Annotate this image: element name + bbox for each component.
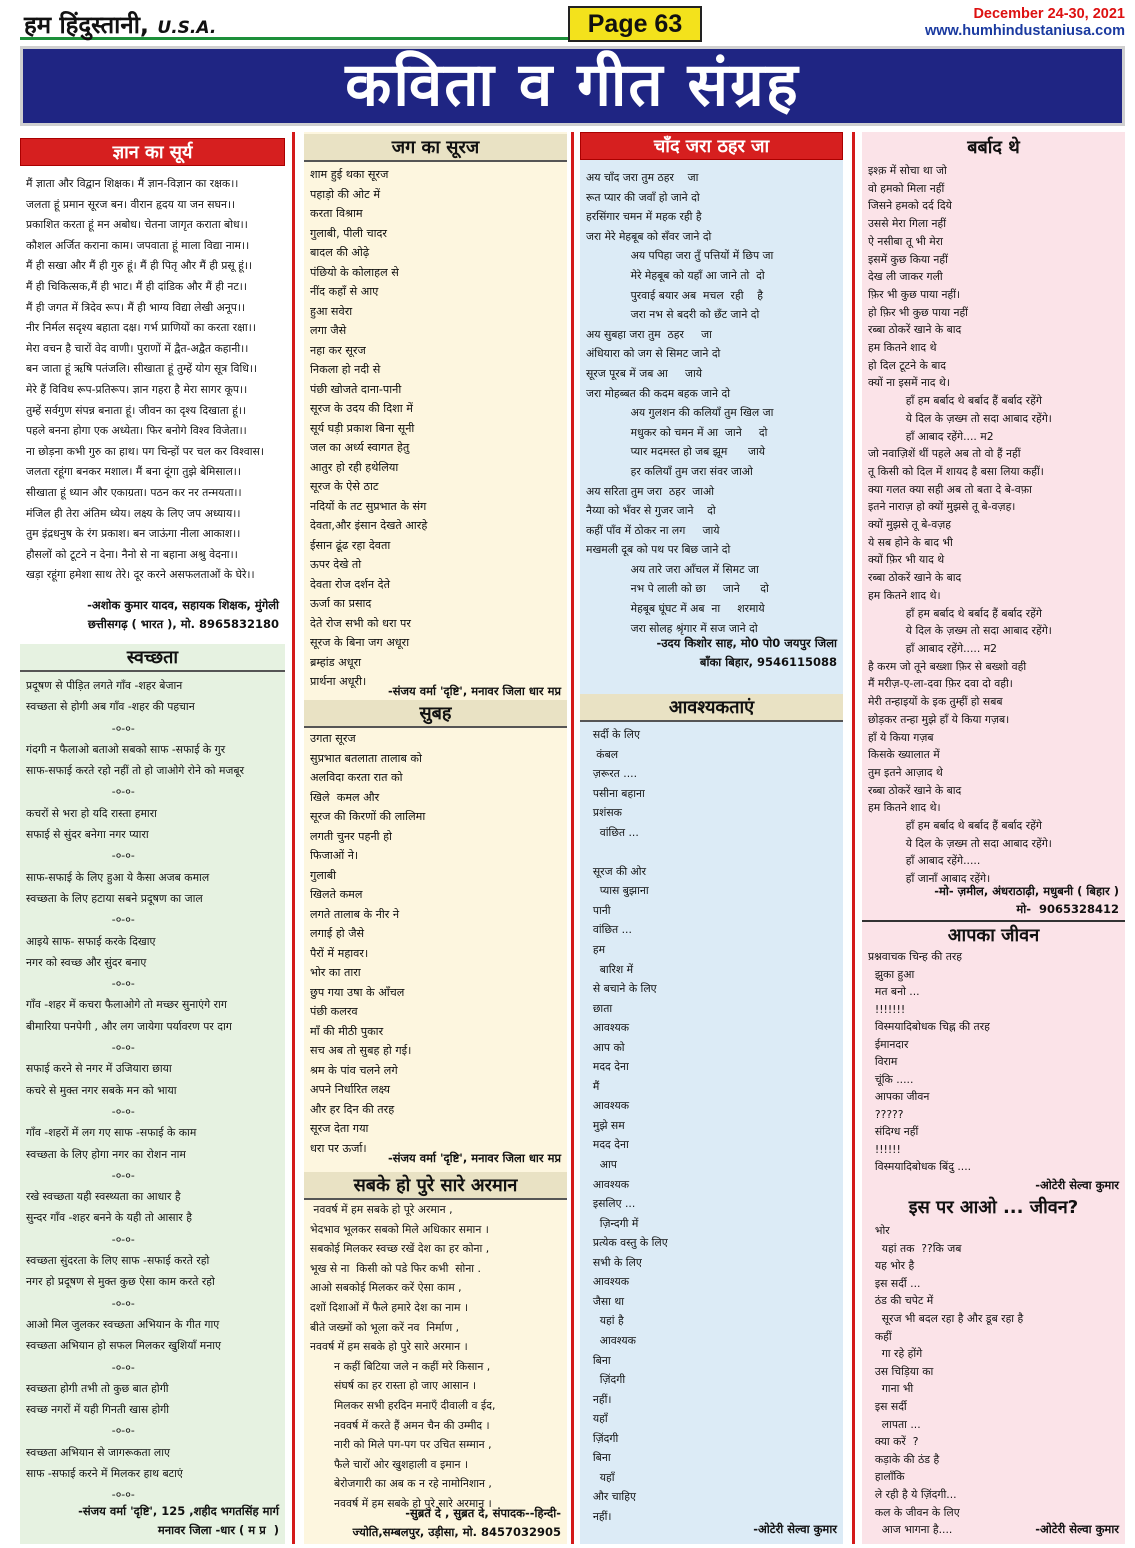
masthead-title: हम हिंदुस्तानी, (24, 11, 150, 39)
issue-date: December 24-30, 2021 (973, 6, 1125, 22)
poem-title: सबके हो पुरे सारे अरमान (304, 1172, 567, 1200)
poem-author: -ओटेरी सेल्वा कुमार (1035, 1522, 1119, 1536)
column-4 (862, 132, 1125, 1544)
masthead (20, 6, 568, 40)
page-number: Page 63 (568, 6, 702, 42)
poem-text: इश्क़ में सोचा था जो वो हमको मिला नहीं जिसने हमको दर्द दिये उससे मेरा गिला नहीं ऐ नसीबा तू भी मेरा इसमें कुछ किया नहीं देख ली जाकर गली फ़िर भी कुछ पाया नहीं। हो फ़िर भी कुछ पाया नहीं रब्बा ठोकरें खाने के बाद हम कितने शाद थे हो दिल टूटने के बाद क्यों ना इसमें नाद थे। हाँ हम बर्बाद थे बर्बाद हैं बर्बाद रहेंगे ये दिल के ज़ख्म तो सदा आबाद रहेंगे। हाँ आबाद रहेंगे.... म2 जो नवाज़िशें थीं पहले अब तो वो हैं नहीं तू किसी को दिल में शायद है बसा लिया कहीं। क्या गलत क्या सही अब तो बता दे बे-वफ़ा इतने नाराज़ हो क्यों मुझसे तू बे-वज़ह। क्यों मुझसे तू बे-वज़ह ये सब होने के बाद भी क्यों फ़िर भी याद थे रब्बा ठोकरें खाने के बाद हम कितने शाद थे। हाँ हम बर्बाद थे बर्बाद हैं बर्बाद रहेंगे ये दिल के ज़ख्म तो सदा आबाद रहेंगे। हाँ आबाद रहेंगे..... म2 है करम जो तूने बख्शा फ़िर से बख्शो वही मैं मरीज़-ए-ला-दवा फ़िर दवा दो वही। मेरी तन्हाइयों के इक तुम्हीं हो सबब छोड़कर तन्हा मुझे हाँ ये किया गज़ब। हाँ ये किया गज़ब किसके ख्यालात में तुम इतने आज़ाद थे रब्बा ठोकरें खाने के बाद हम कितने शाद थे। हाँ हम बर्बाद थे बर्बाद हैं बर्बाद रहेंगे ये दिल के ज़ख्म तो सदा आबाद रहेंगे। हाँ आबाद रहेंगे..... हाँ जानाँ आबाद रहेंगे। (868, 164, 1052, 886)
poem-text: मैं ज्ञाता और विद्वान शिक्षक। मैं ज्ञान-विज्ञान का रक्षक।। जलता हूं प्रमान सूरज बन। वीरान हृदय या जन सघन।। प्रकाशित करता हूं मन अबोध। चेतना जागृत कराता बोध।। कौशल अर्जित कराना काम। जपवाता हूं माला विद्या नाम।। मैं ही सखा और मैं ही गुरु हूं। मैं ही पितृ और मैं ही प्रसू हूं।। मैं ही चिकित्सक,मैं ही भाट। मैं ही दांडिक और मैं ही नट।। मैं ही जगत में त्रिदेव रूप। मैं ही भाग्य विद्या लेखी अनूप।। नीर निर्मल सदृश्य बहाता दक्ष। गर्भ प्राणियों का करता रक्षा।। मेरा वचन है चारों वेद वाणी। पुराणों में द्वैत-अद्वैत कहानी।। बन जाता हूं ऋषि पतंजलि। सीखाता हूं तुम्हें योग सूत्र विधि।। मेरे हैं विविध रूप-प्रतिरूप। ज्ञान गहरा है मेरा सागर कूप।। तुम्हें सर्वगुण संपन्न बनाता हूं। जीवन का दृश्य दिखाता हूं।। पहले बनना होगा एक अध्येता। फिर बनोगे विश्व विजेता।। ना छोड़ना कभी गुरु का हाथ। पग चिन्हों पर चल कर विश्वास। जलता रहूंगा बनकर मशाल। मैं बना दूंगा तुझे बेमिसाल।। सीखाता हूं ध्यान और एकाग्रता। पठन कर नर तन्मयता।। मंजिल ही तेरा अंतिम ध्येय। लक्ष्य के लिए जप अध्याय।। तुम इंद्रधनुष के रंग प्रकाश। बन जाऊंगा नीला आकाश।। हौसलों को टूटने न देना। नैनो से ना बहाना अश्रु वेदना।। खड़ा रहूंगा हमेशा साथ तेरे। दूर करने असफलताओं के घेरे।। (26, 177, 264, 582)
column-divider (292, 132, 295, 1544)
column-3 (580, 132, 843, 1544)
column-divider (852, 132, 855, 1544)
poem-text: शाम हुई थका सूरज पहाड़ो की ओट में करता विश्राम गुलाबी, पीली चादर बादल की ओढ़े पंछियो के कोलाहल से नींद कहाँ से आए हुआ सवेरा लगा जैसे नहा कर सूरज निकला हो नदी से पंछी खोजते दाना-पानी सूरज के उदय की दिशा में सूर्य घड़ी प्रकाश बिना सूनी जल का अर्ध्य स्वागत हेतु आतुर हो रही हथेलिया सूरज के ऐसे ठाट नदियों के तट सुप्रभात के संग देवता,और इंसान देखते आरहे ईसान ढूंढ रहा देवता ऊपर देखे तो देवता रोज दर्शन देते ऊर्जा का प्रसाद देते रोज सभी को धरा पर सूरज के बिना जग अधूरा ब्रम्हांड अधूरा प्रार्थना अधूरी। (310, 168, 428, 688)
poem-author: -संजय वर्मा 'दृष्टि', 125 ,शहीद भगतसिंह मार्ग मनावर जिला -धार ( म प्र ) (78, 1504, 279, 1537)
column-1 (20, 132, 285, 1544)
poem-title: ज्ञान का सूर्य (20, 138, 285, 166)
section-banner: कविता व गीत संग्रह (20, 46, 1125, 126)
poem-title: आवश्यकताएं (580, 694, 843, 722)
poem-author: -अशोक कुमार यादव, सहायक शिक्षक, मुंगेली छत्तीसगढ़ ( भारत ), मो. 8965832180 (87, 598, 279, 631)
website-link[interactable]: www.humhindustaniusa.com (924, 23, 1125, 39)
poem-text: प्रश्नवाचक चिन्ह की तरह झुका हुआ मत बनो ... !!!!!!! विस्मयादिबोधक चिह्न की तरह ईमानदार विराम चूंकि ..... आपका जीवन ????? संदिग्ध नहीं !!!!!! विस्मयादिबोधक बिंदु .... (868, 950, 990, 1173)
column-divider (571, 132, 574, 1544)
poem-text: प्रदूषण से पीड़ित लगते गाँव -शहर बेजान स्वच्छता से होगी अब गाँव -शहर की पहचान -०-०- गंदगी न फैलाओ बताओ सबको साफ -सफाई के गुर साफ-सफाई करते रहो नहीं तो हो जाओगे रोने को मजबूर -०-०- कचरों से भरा हो यदि रास्ता हमारा सफाई से सुंदर बनेगा नगर प्यारा -०-०- साफ-सफाई के लिए हुआ ये कैसा अजब कमाल स्वच्छता के लिए हटाया सबने प्रदूषण का जाल -०-०- आइये साफ- सफाई करके दिखाए नगर को स्वच्छ और सुंदर बनाए -०-०- गाँव -शहर में कचरा फैलाओगे तो मच्छर सुनाएंगे राग बीमारिया पनपेगी , और लग जायेगा पर्यावरण पर दाग -०-०- सफाई करने से नगर में उजियारा छाया कचरे से मुक्त नगर सबके मन को भाया -०-०- गाँव -शहरों में लग गए साफ -सफाई के काम स्वच्छता के लिए होगा नगर का रोशन नाम -०-०- रखे स्वच्छता यही स्वस्थ्यता का आधार है सुन्दर गाँव -शहर बनने के यही तो आसार है -०-०- स्वच्छता सुंदरता के लिए साफ -सफाई करते रहो नगर हो प्रदूषण से मुक्त कुछ ऐसा काम करते रहो -०-०- आओ मिल जुलकर स्वच्छता अभियान के गीत गाए स्वच्छता अभियान हो सफल मिलकर खुशियाँ मनाए -०-०- स्वच्छता होगी तभी तो कुछ बात होगी स्वच्छ नगरों में यही गिनती खास होगी -०-०- स्वच्छता अभियान से जागरूकता लाए साफ -सफाई करने में मिलकर हाथ बटाएं -०-०- (26, 679, 245, 1502)
poem-author: -उदय किशोर साह, मो0 पो0 जयपुर जिला बाँका बिहार, 9546115088 (656, 636, 837, 669)
poem-author: -संजय वर्मा 'दृष्टि', मनावर जिला धार मप्र (387, 1151, 561, 1165)
poem-text: अय चाँद जरा तुम ठहर जा रूत प्यार की जवाँ हो जाने दो हरसिंगार चमन में महक रही है जरा मेरे मेहबूब को सँवर जाने दो अय पपिहा जरा तुँ पत्तियों में छिप जा मेरे मेहबूब को यहाँ आ जाने तो दो पुरवाई बयार अब मचल रही है जरा नभ से बदरी को छँट जाने दो अय सुबहा जरा तुम ठहर जा अंधियारा को जग से सिमट जाने दो सूरज पूरब में जब आ जाये जरा मोहब्बत की कदम बहक जाने दो अय गुलशन की कलियाँ तुम खिल जा मधुकर को चमन में आ जाने दो प्यार मदमस्त हो जब झूम जाये हर कलियाँ तुम जरा संवर जाओ अय सरिता तुम जरा ठहर जाओ नैय्या को भँवर से गुजर जाने दो कहीं पाँव में ठोकर ना लग जाये मखमली दूब को पथ पर बिछ जाने दो अय तारे जरा आँचल में सिमट जा नभ पे लाली को छा जाने दो मेहबूब घूंघट में अब ना शरमाये जरा सोलह श्रृंगार में सज जाने दो (586, 171, 774, 635)
poem-text: उगता सूरज सुप्रभात बतलाता तालाब को अलविदा करता रात को खिले कमल और सूरज की किरणों की लालिमा लगती चुनर पहनी हो फिजाओं ने। गुलाबी खिलते कमल लगते तालाब के नीर ने लगाई हो जैसे पैरों में महावर। भोर का तारा छुप गया उषा के आँचल पंछी कलरव माँ की मीठी पुकार सच अब तो सुबह हो गई। श्रम के पांव चलने लगे अपने निर्धारित लक्ष्य और हर दिन की तरह सूरज देता गया धरा पर ऊर्जा। (310, 732, 426, 1155)
page-header (20, 6, 1125, 42)
poem-title: चाँद जरा ठहर जा (580, 132, 843, 160)
poem-title: जग का सूरज (304, 134, 567, 162)
poem-author: -मो- ज़मील, अंधराठाढ़ी, मधुबनी ( बिहार ) मो- 9065328412 (934, 884, 1119, 916)
poem-author: -संजय वर्मा 'दृष्टि', मनावर जिला धार मप्र (387, 684, 561, 698)
poem-author: -ओटेरी सेल्वा कुमार (753, 1522, 837, 1536)
masthead-usa: U.S.A. (157, 18, 217, 38)
poem-title: इस पर आओ ... जीवन? (908, 1197, 1079, 1218)
poem-text: नववर्ष में हम सबके हो पूरे अरमान , भेदभाव भूलकर सबको मिले अधिकार समान । सबकोई मिलकर स्वच्छ रखें देश का हर कोना , भूख से ना किसी को पडे फिर कभी सोना . आओ सबकोई मिलकर करें ऐसा काम , दशों दिशाओं में फैले हमारे देश का नाम । बीते जख्मों को भूला करें नव निर्माण , नववर्ष में हम सबके हो पुरे सारे अरमान । न कहीं बिटिया जले न कहीं मरे किसान , संघर्ष का हर रास्ता हो जाए आसान । मिलकर सभी हरदिन मनाएँ दीवाली व ईद, नववर्ष में करते हैं अमन चैन की उम्मीद । नारी को मिले पग-पग पर उचित सम्मान , फैले चारों ओर खुशहाली व इमान । बेरोजगारी का अब क न रहे नामोनिशान , नववर्ष में हम सबके हो पुरे सारे अरमान । (310, 1203, 496, 1510)
issue-info (925, 6, 1125, 40)
poem-author: -सुब्रत दे , सुब्रत दे, संपादक--हिन्दी- ज्योति,सम्बलपुर, उड़ीसा, मो. 8457032905 (352, 1506, 561, 1539)
poem-author: -ओटेरी सेल्वा कुमार (1035, 1178, 1119, 1192)
poem-text: भोर यहां तक ??कि जब यह भोर है इस सर्दी ... ठंड की चपेट में सूरज भी बदल रहा है और डूब रहा है कहीं गा रहे होंगे उस चिड़िया का गाना भी इस सर्दी लापता ... क्या करें ? कड़ाके की ठंड है हालाँकि ले रही है ये ज़िंदगी... कल के जीवन के लिए आज भागना है.... (874, 1224, 1024, 1537)
column-2 (304, 132, 567, 1544)
poem-text: सर्दी के लिए कंबल ज़रूरत .... पसीना बहाना प्रशंसक वांछित ... सूरज की ओर प्यास बुझाना पानी वांछित ... हम बारिश में से बचाने के लिए छाता आवश्यक आप को मदद देना मैं आवश्यक मुझे सम मदद देना आप आवश्यक इसलिए ... ज़िन्दगी में प्रत्येक वस्तु के लिए सभी के लिए आवश्यक जैसा था यहां है आवश्यक बिना ज़िंदगी नहीं। यहाँ ज़िंदगी बिना यहाँ और चाहिए नहीं। (592, 728, 668, 1523)
poem-title: बर्बाद थे (967, 137, 1020, 158)
poem-title: सुबह (304, 700, 567, 728)
poem-title: स्वच्छता (20, 644, 285, 672)
poem-title: आपका जीवन (862, 920, 1125, 948)
